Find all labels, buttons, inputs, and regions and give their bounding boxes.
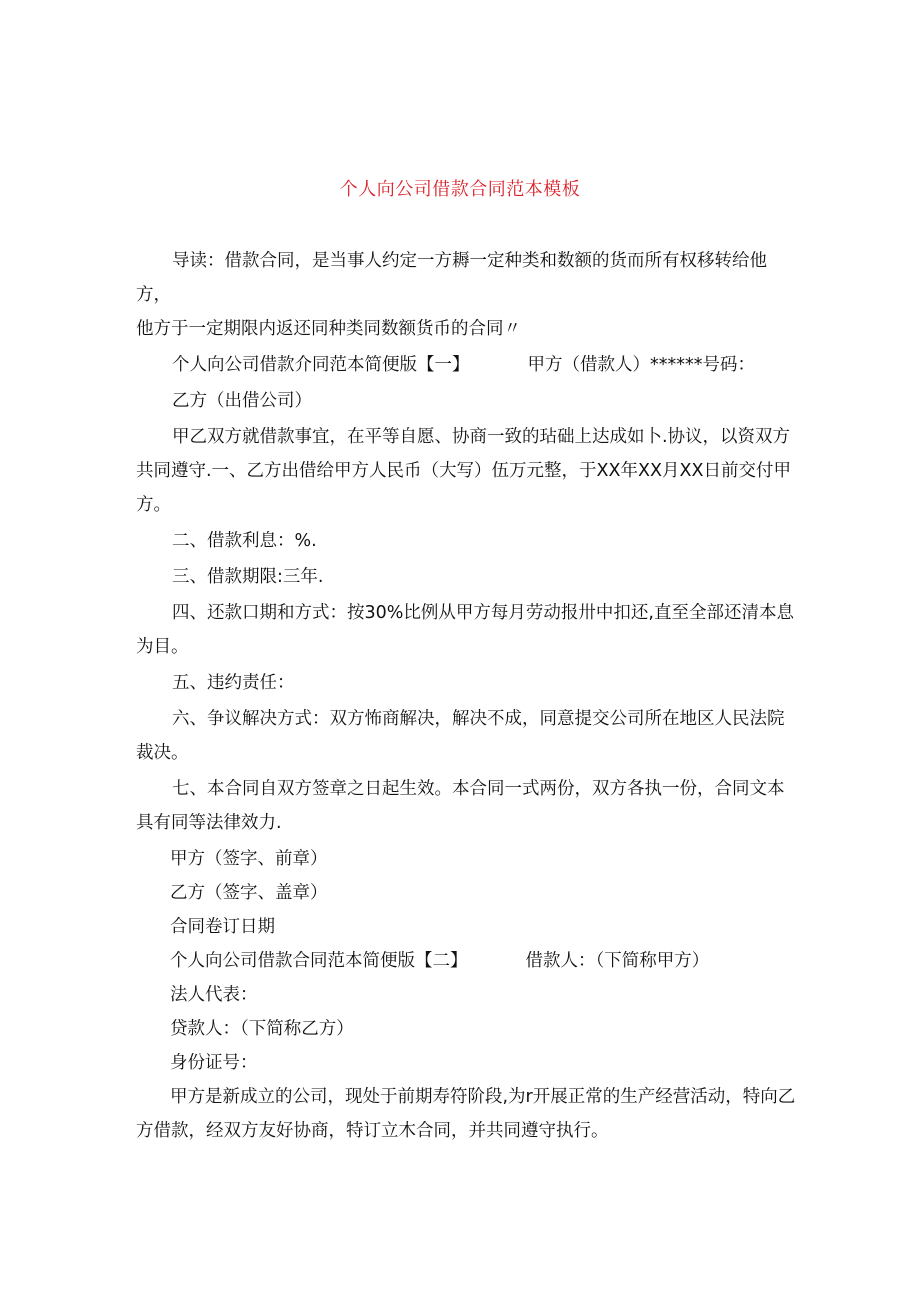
intro-line-2: 他方于一定期限内返还同种类同数额货币的合同〃 bbox=[136, 319, 521, 339]
document-title: 个人向公司借款合同范本模板 bbox=[339, 179, 581, 200]
section1-heading-line bbox=[136, 348, 796, 382]
section2-heading: 个人向公司借款合同范本简便版【二】 bbox=[170, 951, 468, 971]
sign-party-b: 乙方（签字、盖章） bbox=[170, 883, 328, 903]
sign-date: 合同卷订日期 bbox=[170, 917, 275, 937]
section2-lender: 贷款人：（下简称乙方） bbox=[170, 1019, 354, 1039]
section2-id: 身份证号： bbox=[170, 1053, 258, 1073]
section1-preamble: 甲乙双方就借款事宜，在平等自愿、协商一致的玷础上达成如卜.协议，以资双方共同遵守.一、乙方出借给甲方人民币（大写）伍万元整，于XX年XX月XX日前交付甲方。 bbox=[136, 427, 791, 515]
clause-4: 四、还款口期和方式：按30%比例从甲方每月劳动报卅中扣还,直至全部还清本息为目。 bbox=[136, 603, 794, 657]
clause-7: 七、本合同自双方签章之日起生效。本合同一式两份，双方各执一份，合同文本具有同等法律效力. bbox=[136, 779, 785, 833]
clause-3: 三、借款期限:三年. bbox=[172, 567, 324, 587]
section2-borrower: 借款人：（下简称甲方） bbox=[525, 951, 710, 971]
clause-6: 六、争议解决方式：双方怖商解决，解决不成，同意提交公司所在地区人民法院裁决。 bbox=[136, 709, 785, 763]
sign-party-a: 甲方（签字、前章） bbox=[170, 849, 328, 869]
clause-5: 五、违约责任： bbox=[172, 673, 295, 693]
intro-line-1: 导读：借款合同，是当事人约定一方耨一定种类和数额的货而所有权移转给他方， bbox=[136, 251, 767, 305]
clause-2: 二、借款利息：%. bbox=[172, 531, 317, 551]
section2-heading-line bbox=[136, 944, 796, 978]
document-body bbox=[136, 244, 796, 1148]
section1-party-b: 乙方（出借公司） bbox=[172, 391, 312, 411]
section2-body: 甲方是新成立的公司，现处于前期寿符阶段,为r开展正常的生产经营活动，特向乙方借款，经双方友好协商，特订立木合同，并共同遵守执行。 bbox=[136, 1087, 796, 1141]
section1-party-a: 甲方（借款人）******号码： bbox=[527, 355, 755, 375]
section2-legal-rep: 法人代表： bbox=[170, 985, 258, 1005]
section1-heading: 个人向公司借款介同范本简便版【一】 bbox=[172, 355, 470, 375]
